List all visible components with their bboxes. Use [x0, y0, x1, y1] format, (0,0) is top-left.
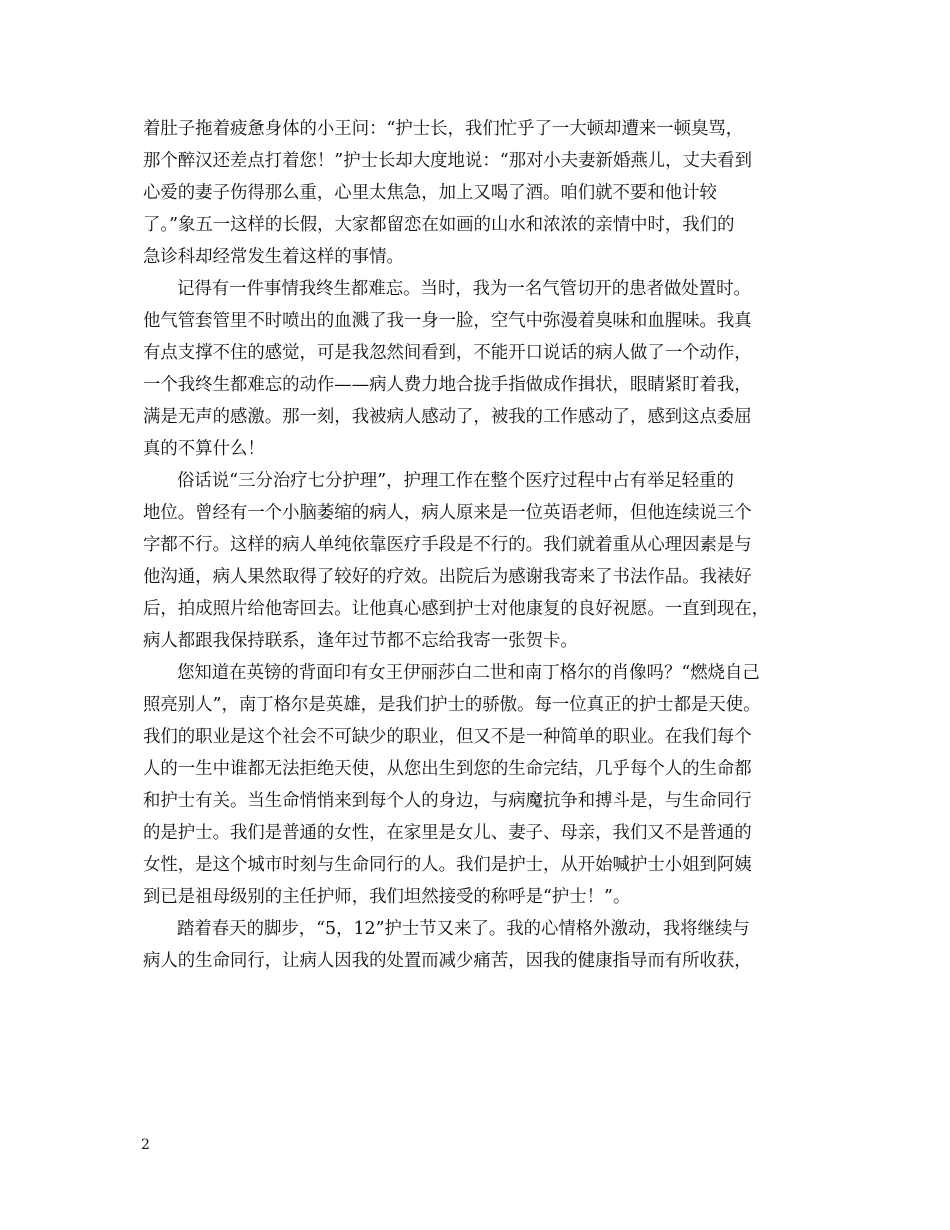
text-line: 有点支撑不住的感觉，可是我忽然间看到，不能开口说话的病人做了一个动作， [143, 343, 752, 363]
paragraph-first-line: 记得有一件事情我终生都难忘。当时，我为一名气管切开的患者做处置时。 [177, 279, 751, 299]
text-line: 心爱的妻子伤得那么重，心里太焦急，加上又喝了酒。咱们就不要和他计较 [143, 183, 717, 203]
text-line: 和护士有关。当生命悄悄来到每个人的身边，与病魔抗争和搏斗是，与生命同行 [143, 791, 752, 811]
text-line: 着肚子拖着疲惫身体的小王问：“护士长，我们忙乎了一大顿却遭来一顿臭骂， [143, 119, 744, 139]
text-line: 真的不算什么！ [143, 439, 265, 459]
text-line: 满是无声的感激。那一刻，我被病人感动了，被我的工作感动了，感到这点委屈 [143, 407, 752, 427]
paragraph-first-line: 您知道在英镑的背面印有女王伊丽莎白二世和南丁格尔的肖像吗？“燃烧自己 [177, 663, 760, 683]
text-line: 地位。曾经有一个小脑萎缩的病人，病人原来是一位英语老师，但他连续说三个 [143, 503, 752, 523]
paragraph-first-line: 踏着春天的脚步，“5，12”护士节又来了。我的心情格外激动，我将继续与 [177, 919, 750, 939]
text-line: 字都不行。这样的病人单纯依靠医疗手段是不行的。我们就着重从心理因素是与 [143, 535, 752, 555]
document-body [143, 113, 825, 977]
text-line: 的是护士。我们是普通的女性，在家里是女儿、妻子、母亲，我们又不是普通的 [143, 823, 752, 843]
page-number: 2 [141, 1137, 150, 1153]
text-line: 他沟通，病人果然取得了较好的疗效。出院后为感谢我寄来了书法作品。我裱好 [143, 567, 752, 587]
text-line: 女性，是这个城市时刻与生命同行的人。我们是护士，从开始喊护士小姐到阿姨 [143, 855, 752, 875]
text-line: 我们的职业是这个社会不可缺少的职业，但又不是一种简单的职业。在我们每个 [143, 727, 752, 747]
text-line: 了。”象五一这样的长假，大家都留恋在如画的山水和浓浓的亲情中时，我们的 [143, 215, 735, 235]
paragraph-first-line: 俗话说“三分治疗七分护理”，护理工作在整个医疗过程中占有举足轻重的 [177, 471, 734, 491]
text-line: 病人都跟我保持联系，逢年过节都不忘给我寄一张贺卡。 [143, 631, 578, 651]
text-line: 到已是祖母级别的主任护师，我们坦然接受的称呼是“护士！”。 [143, 887, 631, 907]
text-line: 他气管套管里不时喷出的血溅了我一身一脸，空气中弥漫着臭味和血腥味。我真 [143, 311, 752, 331]
text-line: 人的一生中谁都无法拒绝天使，从您出生到您的生命完结，几乎每个人的生命都 [143, 759, 752, 779]
text-line: 后，拍成照片给他寄回去。让他真心感到护士对他康复的良好祝愿。一直到现在， [143, 599, 770, 619]
text-line: 病人的生命同行，让病人因我的处置而减少痛苦，因我的健康指导而有所收获， [143, 951, 752, 971]
text-line: 照亮别人”，南丁格尔是英雄，是我们护士的骄傲。每一位真正的护士都是天使。 [143, 695, 761, 715]
text-line: 急诊科却经常发生着这样的事情。 [143, 247, 404, 267]
text-line: 那个醉汉还差点打着您！”护士长却大度地说：“那对小夫妻新婚燕儿，丈夫看到 [143, 151, 753, 171]
text-line: 一个我终生都难忘的动作——病人费力地合拢手指做成作揖状，眼睛紧盯着我， [143, 375, 752, 395]
